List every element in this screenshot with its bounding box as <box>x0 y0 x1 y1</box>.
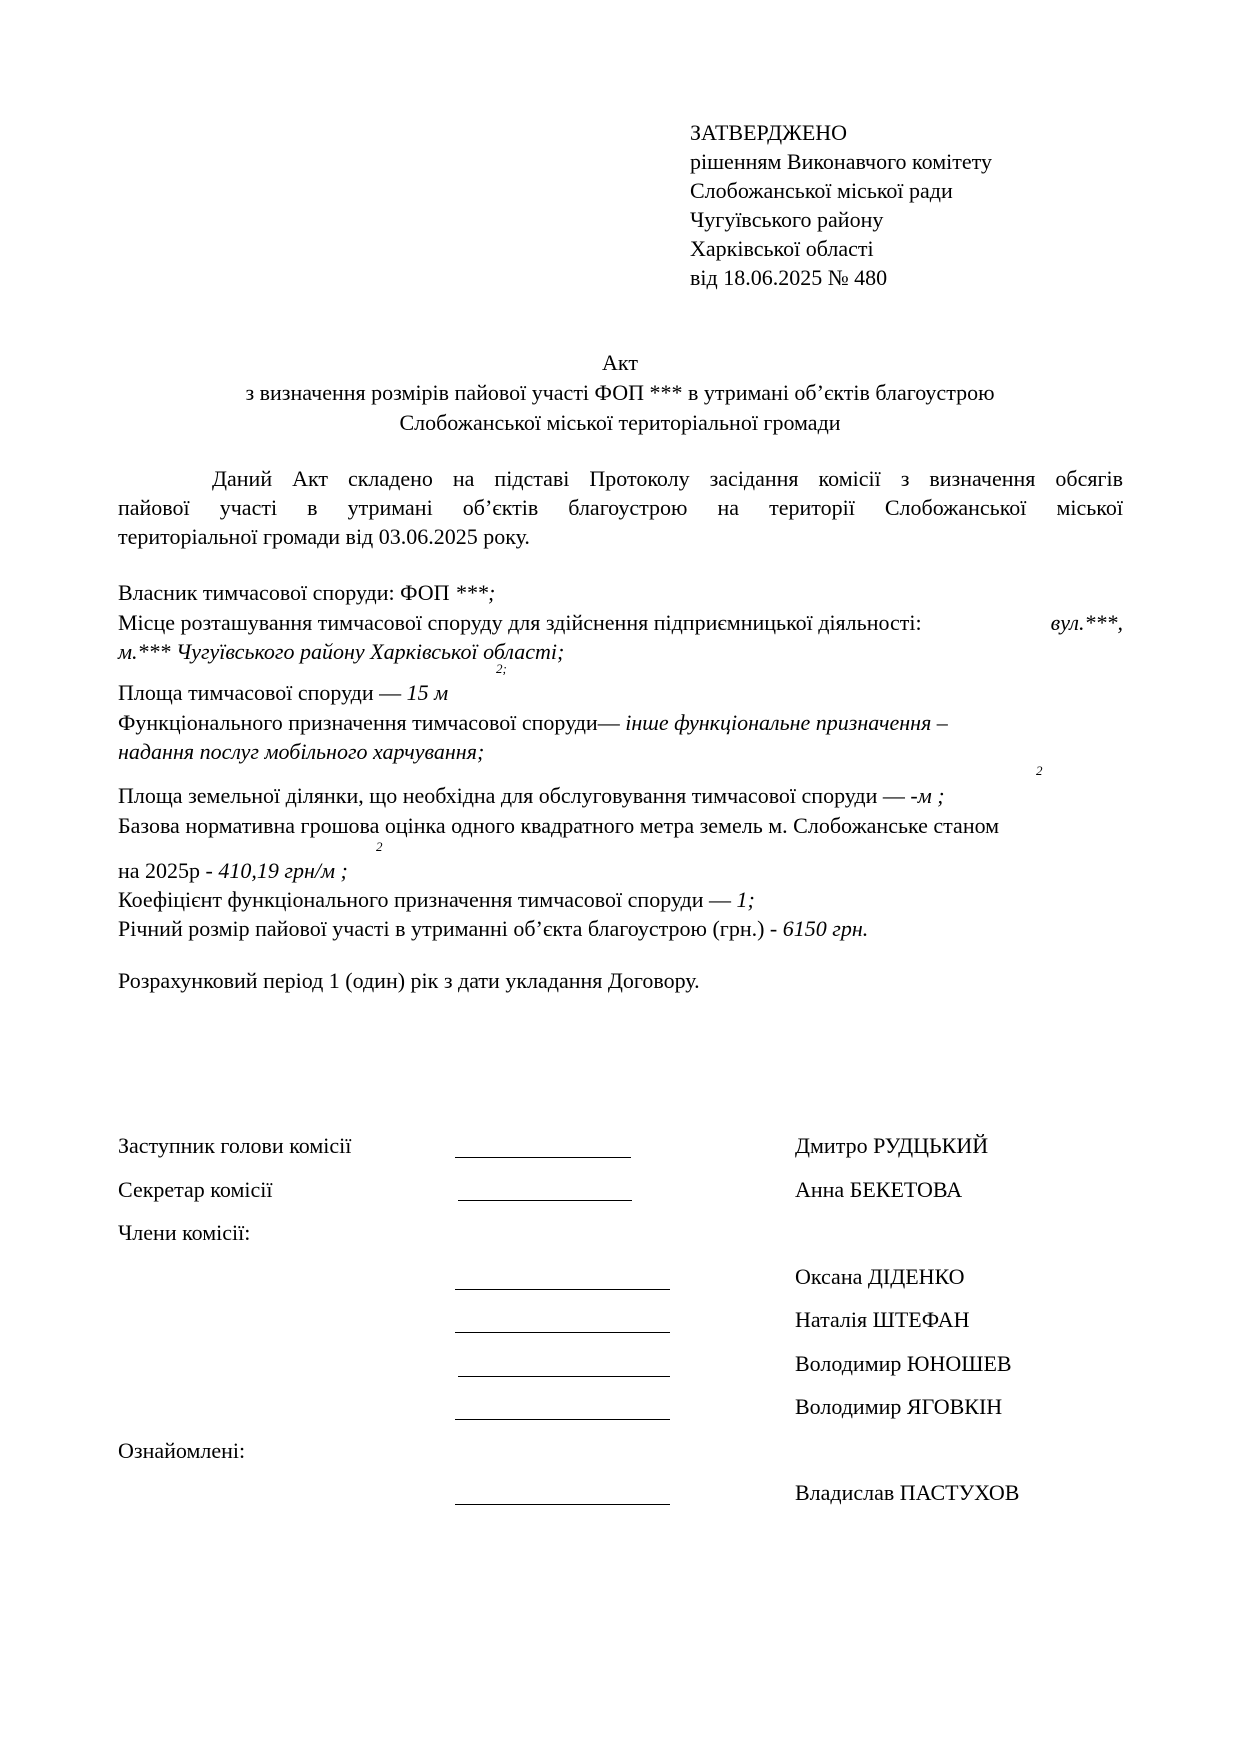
signature-line <box>455 1504 670 1505</box>
area-value: 15 м <box>406 680 449 705</box>
approval-date: від 18.06.2025 № 480 <box>690 265 888 290</box>
purpose-value: інше функціональне призначення – <box>625 710 948 735</box>
intro-paragraph-line: територіальної громади від 03.06.2025 року. <box>118 524 530 549</box>
area-label: Площа тимчасової споруди — <box>118 680 407 705</box>
approval-line: Харківської області <box>690 236 874 261</box>
signature-line <box>455 1332 670 1333</box>
purpose-value-cont: надання послуг мобільного харчування; <box>118 739 485 764</box>
location-label: Місце розташування тимчасової споруду для здійснення підприємницької діяльності: <box>118 610 922 635</box>
area-line <box>118 678 448 707</box>
signature-line <box>458 1376 670 1377</box>
base-valuation-line: Базова нормативна грошова оцінка одного квадратного метра земель м. Слобожанське станом <box>118 813 1000 838</box>
land-area-value: -м ; <box>910 783 945 808</box>
coefficient-line <box>118 885 755 914</box>
approval-line: Слобожанської міської ради <box>690 178 953 203</box>
intro-paragraph-line: пайової участі в утримані об’єктів благоустрою на території Слобожанської міської <box>118 495 1123 520</box>
intro-paragraph-line: Даний Акт складено на підставі Протоколу засідання комісії з визначення обсягів <box>212 466 1123 491</box>
period-line: Розрахунковий період 1 (один) рік з дати укладання Договору. <box>118 968 700 993</box>
owner-value: ***; <box>455 580 496 605</box>
deputy-name: Дмитро РУДЦЬКИЙ <box>795 1133 989 1158</box>
signature-line <box>455 1289 670 1290</box>
deputy-role: Заступник голови комісії <box>118 1133 352 1158</box>
purpose-label: Функціонального призначення тимчасової споруди— <box>118 710 626 735</box>
acquainted-label: Ознайомлені: <box>118 1438 246 1463</box>
member-name: Володимир ЯГОВКІН <box>795 1394 1003 1419</box>
base-valuation-line <box>118 856 348 885</box>
coefficient-label: Коефіцієнт функціонального призначення тимчасової споруди — <box>118 887 737 912</box>
base-valuation-superscript: 2 <box>376 839 383 854</box>
acquainted-name: Владислав ПАСТУХОВ <box>795 1480 1020 1505</box>
signature-line <box>455 1157 631 1158</box>
annual-share-value: 6150 грн. <box>782 916 869 941</box>
member-name: Наталія ШТЕФАН <box>795 1307 970 1332</box>
location-line <box>118 608 1123 637</box>
approval-heading: ЗАТВЕРДЖЕНО <box>690 120 848 145</box>
owner-line <box>118 578 495 607</box>
document-subtitle: Слобожанської міської територіальної громади <box>399 410 841 435</box>
coefficient-value: 1; <box>736 887 755 912</box>
approval-line: Чугуївського району <box>690 207 884 232</box>
members-label: Члени комісії: <box>118 1220 251 1245</box>
annual-share-line <box>118 914 868 943</box>
land-area-line <box>118 781 945 810</box>
owner-label: Власник тимчасової споруди: ФОП <box>118 580 456 605</box>
location-value: вул.***, <box>1050 610 1123 635</box>
signature-line <box>455 1419 670 1420</box>
signature-line <box>458 1200 632 1201</box>
member-name: Оксана ДІДЕНКО <box>795 1264 965 1289</box>
document-subtitle: з визначення розмірів пайової участі ФОП *** в утримані об’єктів благоустрою <box>245 380 995 405</box>
annual-share-label: Річний розмір пайової участі в утриманні об’єкта благоустрою (грн.) - <box>118 916 783 941</box>
base-valuation-value: 410,19 грн/м ; <box>218 858 348 883</box>
secretary-role: Секретар комісії <box>118 1177 273 1202</box>
location-value-cont: м.*** Чугуївського району Харківської області; <box>118 639 565 664</box>
land-area-superscript: 2 <box>1036 763 1043 778</box>
secretary-name: Анна БЕКЕТОВА <box>795 1177 963 1202</box>
base-valuation-label: на 2025р - <box>118 858 219 883</box>
approval-line: рішенням Виконавчого комітету <box>690 149 992 174</box>
area-superscript: 2; <box>496 661 507 676</box>
member-name: Володимир ЮНОШЕВ <box>795 1351 1012 1376</box>
document-title: Акт <box>602 350 638 375</box>
land-area-label: Площа земельної ділянки, що необхідна для обслуговування тимчасової споруди — <box>118 783 911 808</box>
purpose-line <box>118 708 948 737</box>
